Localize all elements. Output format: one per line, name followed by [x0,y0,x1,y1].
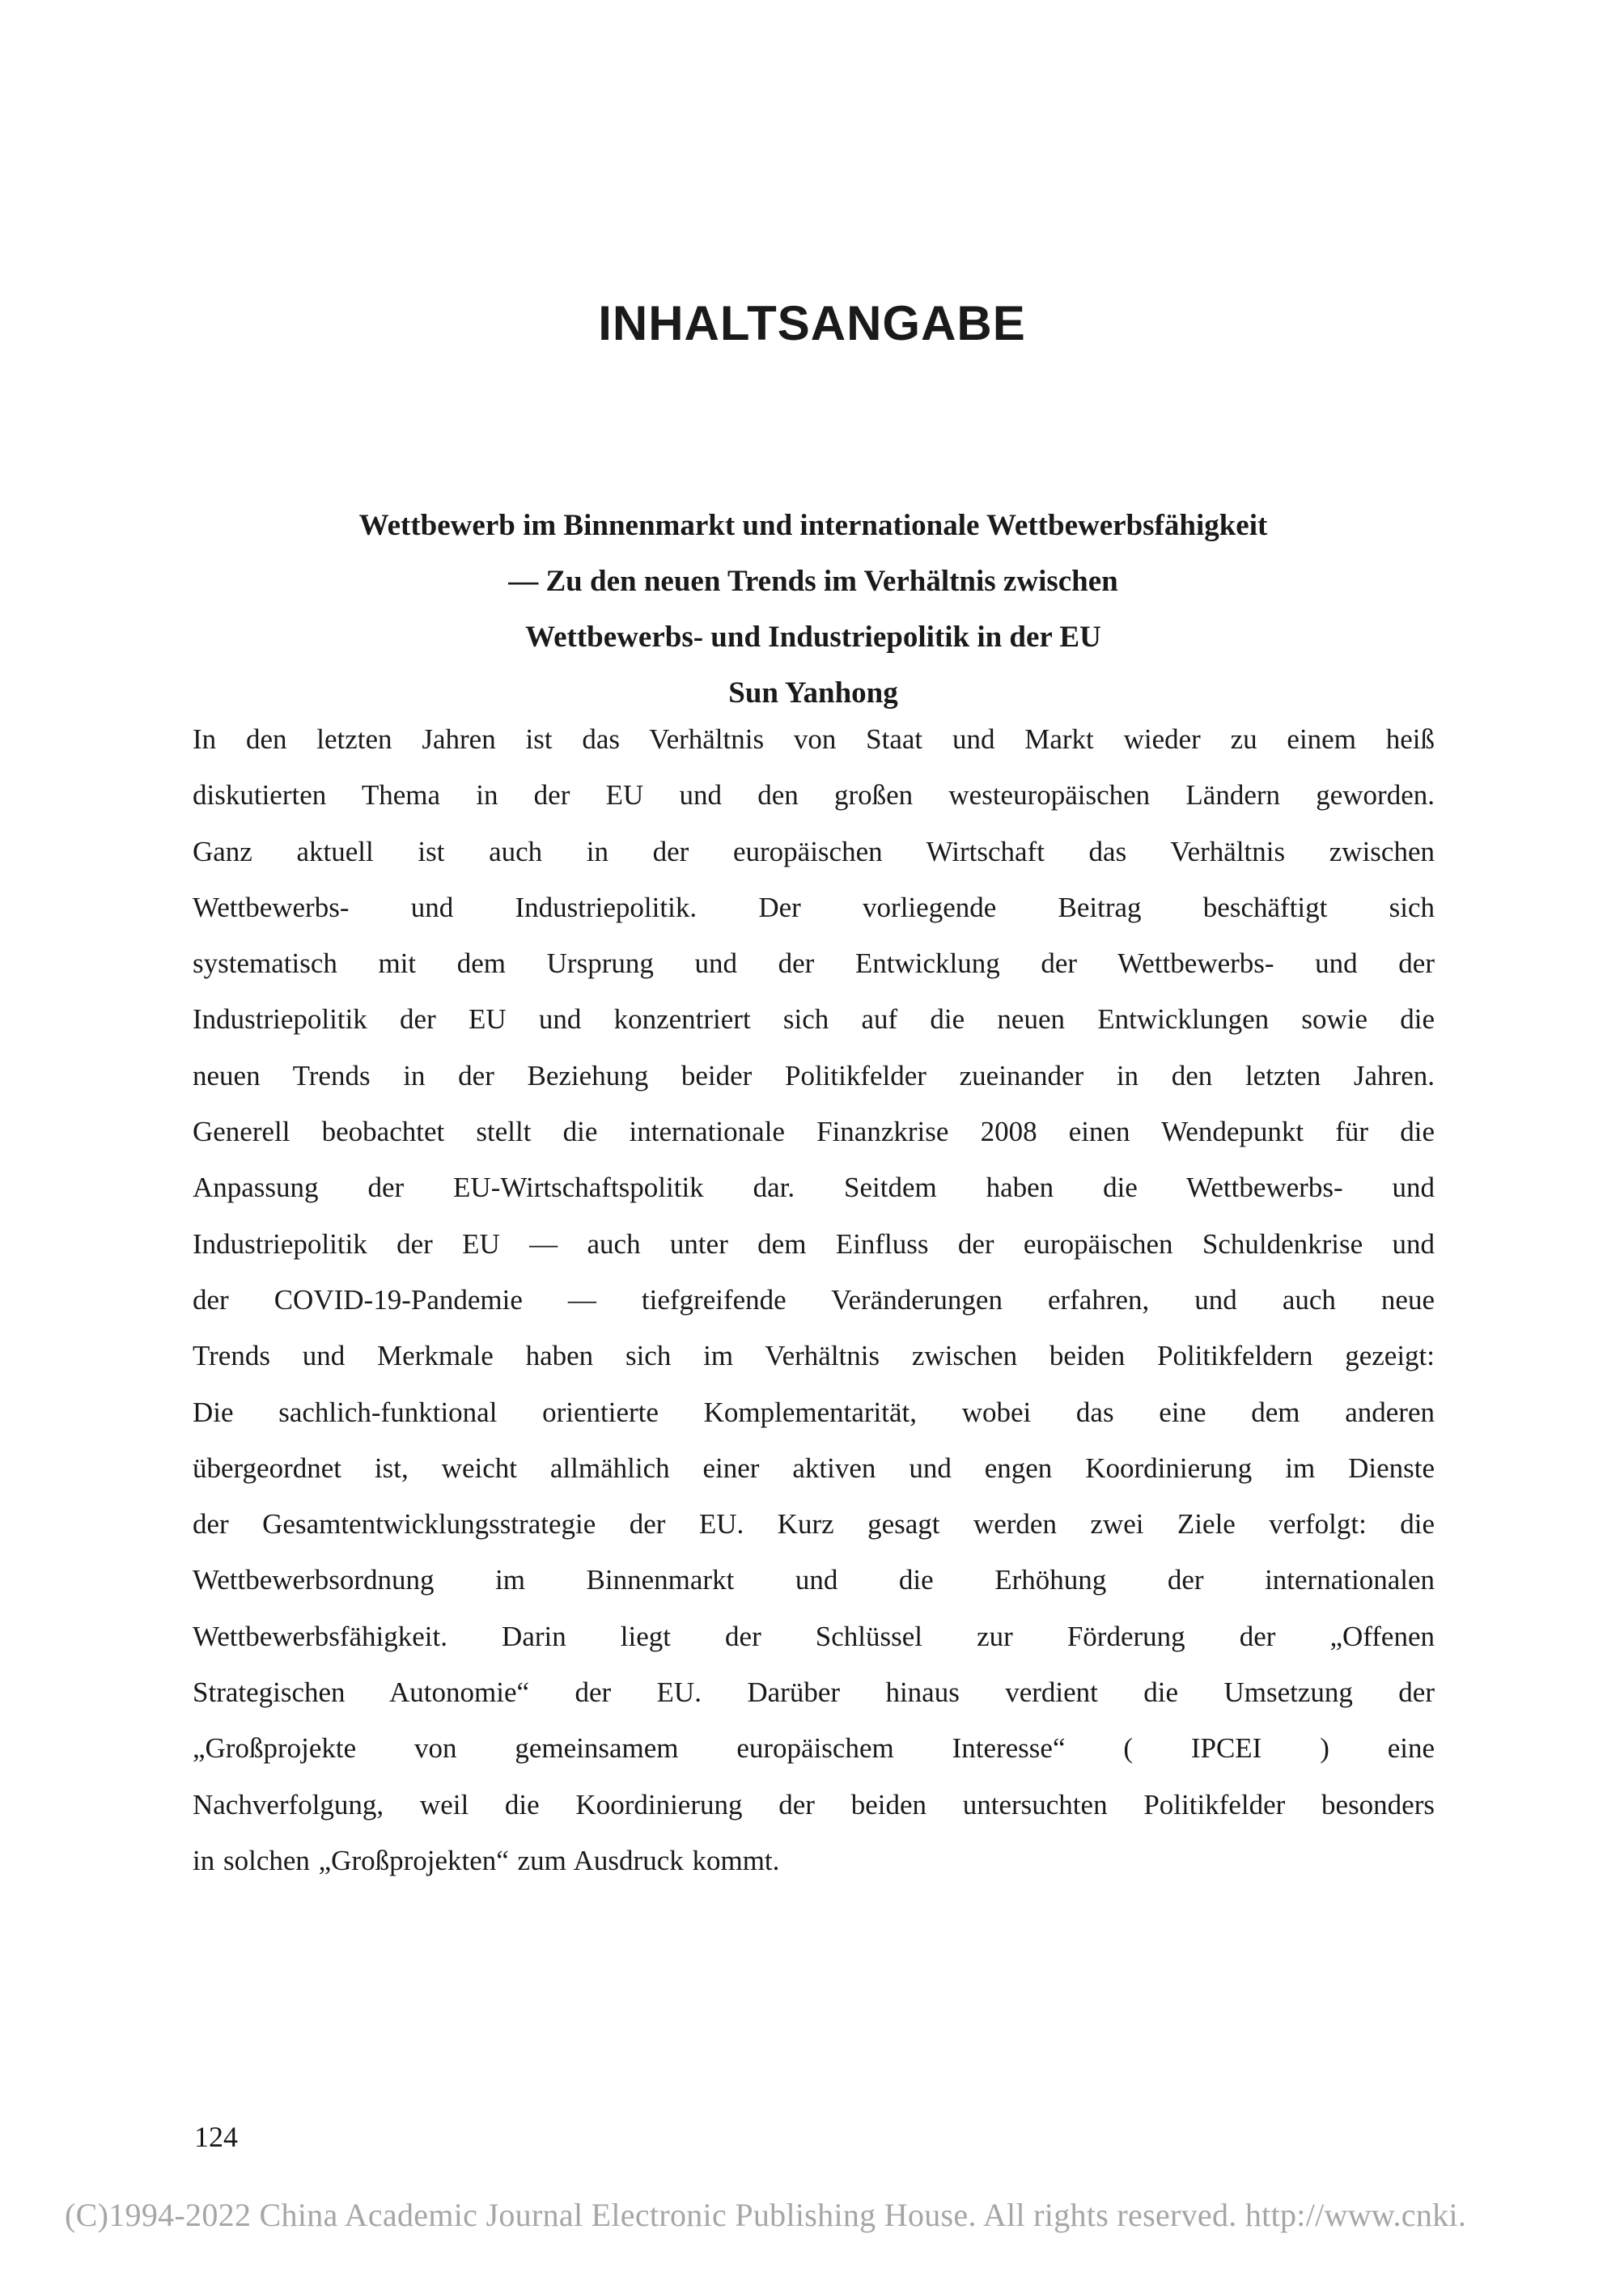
abstract-line: neuen Trends in der Beziehung beider Politikfelder zueinander in den letzten Jahren. [193,1059,1435,1091]
article-author: Sun Yanhong [728,676,898,710]
footer-copyright: (C)1994-2022 China Academic Journal Electronic Publishing House. All rights reserved. http://www.cnki. [65,2197,1467,2233]
article-title-line-2: — Zu den neuen Trends im Verhältnis zwischen [508,565,1118,598]
abstract-line: Industriepolitik der EU und konzentriert sich auf die neuen Entwicklungen sowie die [193,1003,1435,1036]
abstract-line: Nachverfolgung, weil die Koordinierung der beiden untersuchten Politikfelder besonders [193,1788,1435,1820]
abstract-line: Wettbewerbsfähigkeit. Darin liegt der Schlüssel zur Förderung der „Offenen [193,1620,1435,1652]
page-heading: INHALTSANGABE [598,296,1026,350]
abstract-line: der Gesamtentwicklungsstrategie der EU. Kurz gesagt werden zwei Ziele verfolgt: die [193,1508,1435,1541]
abstract-line: Die sachlich-funktional orientierte Komplementarität, wobei das eine dem anderen [193,1396,1435,1428]
article-title-line-1: Wettbewerb im Binnenmarkt und internationale Wettbewerbsfähigkeit [358,509,1268,542]
abstract-line: Anpassung der EU-Wirtschaftspolitik dar. Seitdem haben die Wettbewerbs- und [193,1172,1435,1204]
abstract-line: systematisch mit dem Ursprung und der Entwicklung der Wettbewerbs- und der [193,947,1435,980]
abstract-line: in solchen „Großprojekten“ zum Ausdruck kommt. [193,1844,780,1876]
abstract-line: der COVID-19-Pandemie — tiefgreifende Veränderungen erfahren, und auch neue [193,1283,1435,1316]
page-number: 124 [194,2121,238,2153]
abstract-line: Trends und Merkmale haben sich im Verhältnis zwischen beiden Politikfeldern gezeigt: [193,1340,1435,1372]
abstract-line: Industriepolitik der EU — auch unter dem Einfluss der europäischen Schuldenkrise und [193,1227,1435,1260]
abstract-line: Ganz aktuell ist auch in der europäischen Wirtschaft das Verhältnis zwischen [193,835,1435,867]
abstract-line: Wettbewerbsordnung im Binnenmarkt und die Erhöhung der internationalen [193,1564,1435,1596]
article-title-line-3: Wettbewerbs- und Industriepolitik in der EU [525,621,1101,654]
abstract-line: „Großprojekte von gemeinsamem europäischem Interesse“ ( IPCEI ) eine [193,1732,1435,1765]
abstract-line: Wettbewerbs- und Industriepolitik. Der vorliegende Beitrag beschäftigt sich [193,891,1435,923]
article-title-block [194,498,1432,721]
abstract-text [193,711,1435,1888]
abstract-line: In den letzten Jahren ist das Verhältnis von Staat und Markt wieder zu einem heiß [193,723,1435,755]
abstract-line: diskutierten Thema in der EU und den großen westeuropäischen Ländern geworden. [193,779,1435,812]
abstract-line: Strategischen Autonomie“ der EU. Darüber hinaus verdient die Umsetzung der [193,1676,1435,1709]
abstract-line: übergeordnet ist, weicht allmählich einer aktiven und engen Koordinierung im Dienste [193,1452,1435,1484]
abstract-line: Generell beobachtet stellt die internationale Finanzkrise 2008 einen Wendepunkt für die [193,1116,1435,1148]
